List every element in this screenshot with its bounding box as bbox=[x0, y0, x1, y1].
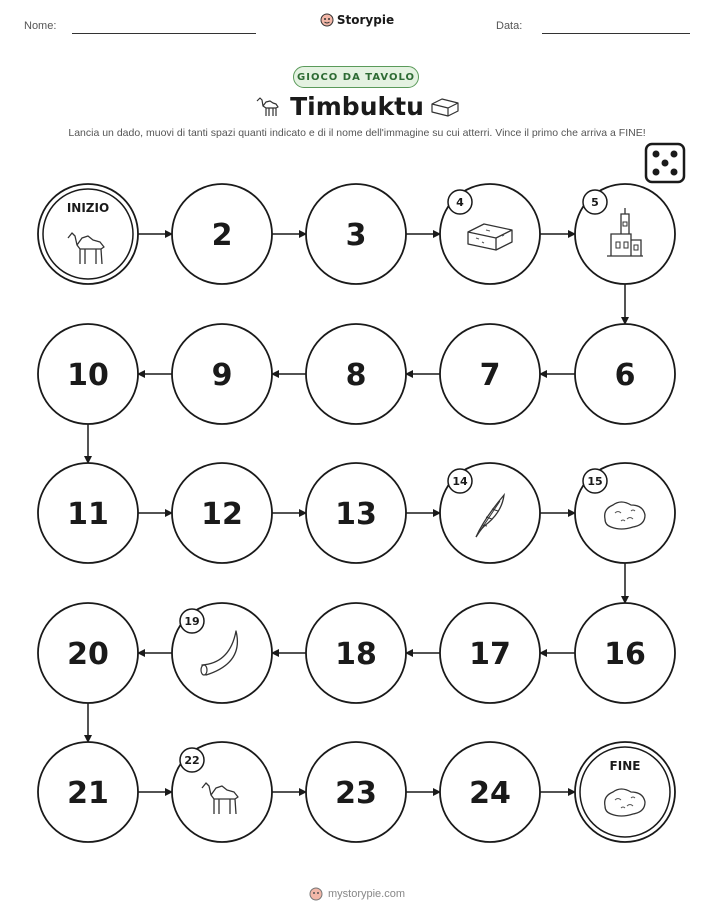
board-space-21 bbox=[38, 742, 138, 842]
board-space-24 bbox=[440, 742, 540, 842]
board-space-11 bbox=[38, 463, 138, 563]
board-space-15 bbox=[575, 463, 675, 563]
space-number: 21 bbox=[67, 776, 109, 811]
board-space-13 bbox=[306, 463, 406, 563]
gold-nugget-icon bbox=[605, 789, 645, 816]
footer-site: mystorypie.com bbox=[327, 888, 406, 900]
board-space-14 bbox=[440, 463, 540, 563]
page-title: Timbuktu bbox=[290, 92, 424, 121]
game-type-badge: GIOCO DA TAVOLO bbox=[293, 66, 419, 88]
space-number: 19 bbox=[184, 615, 200, 628]
space-number: 12 bbox=[201, 497, 243, 532]
brand-name: Storypie bbox=[336, 13, 395, 27]
space-number: 11 bbox=[67, 497, 109, 532]
space-number: 23 bbox=[335, 776, 377, 811]
space-number: 15 bbox=[587, 475, 603, 488]
board-space-23 bbox=[306, 742, 406, 842]
space-number: 17 bbox=[469, 637, 511, 672]
space-number: 14 bbox=[452, 475, 468, 488]
board-space-20 bbox=[38, 603, 138, 703]
board-space-5 bbox=[575, 184, 675, 284]
space-circle bbox=[38, 184, 138, 284]
date-label: Data: bbox=[496, 20, 523, 32]
start-space bbox=[38, 184, 138, 284]
board-space-12 bbox=[172, 463, 272, 563]
space-number: 13 bbox=[335, 497, 377, 532]
board-space-4 bbox=[440, 184, 540, 284]
space-number: 9 bbox=[211, 358, 233, 393]
board-space-7 bbox=[440, 324, 540, 424]
space-label: FINE bbox=[609, 759, 641, 773]
space-number: 8 bbox=[345, 358, 367, 393]
board-space-6 bbox=[575, 324, 675, 424]
space-number: 2 bbox=[211, 218, 233, 253]
space-number: 18 bbox=[335, 637, 377, 672]
board-space-3 bbox=[306, 184, 406, 284]
space-number: 5 bbox=[591, 196, 599, 209]
footer bbox=[0, 886, 714, 905]
board-space-22 bbox=[172, 742, 272, 842]
space-number: 10 bbox=[67, 358, 109, 393]
board-space-9 bbox=[172, 324, 272, 424]
space-number: 3 bbox=[345, 218, 367, 253]
space-number: 7 bbox=[479, 358, 501, 393]
space-number: 16 bbox=[604, 637, 646, 672]
board-space-17 bbox=[440, 603, 540, 703]
space-number: 20 bbox=[67, 637, 109, 672]
board-space-19 bbox=[172, 603, 272, 703]
space-label: INIZIO bbox=[66, 201, 110, 215]
space-number: 4 bbox=[456, 196, 464, 209]
board-space-10 bbox=[38, 324, 138, 424]
board-space-2 bbox=[172, 184, 272, 284]
space-number: 6 bbox=[614, 358, 636, 393]
instructions: Lancia un dado, muovi di tanti spazi quanti indicato e di il nome dell'immagine su cui atterri. Vince il primo che arriva a FINE! bbox=[68, 127, 646, 139]
board-spaces bbox=[38, 184, 675, 842]
finish-space bbox=[575, 742, 675, 842]
board-space-8 bbox=[306, 324, 406, 424]
gold-nugget-icon bbox=[605, 502, 645, 529]
space-number: 24 bbox=[469, 776, 511, 811]
space-number: 22 bbox=[184, 754, 200, 767]
storypie-footer-logo-icon bbox=[309, 887, 323, 901]
board-space-16 bbox=[575, 603, 675, 703]
board-space-18 bbox=[306, 603, 406, 703]
name-label: Nome: bbox=[24, 20, 57, 32]
